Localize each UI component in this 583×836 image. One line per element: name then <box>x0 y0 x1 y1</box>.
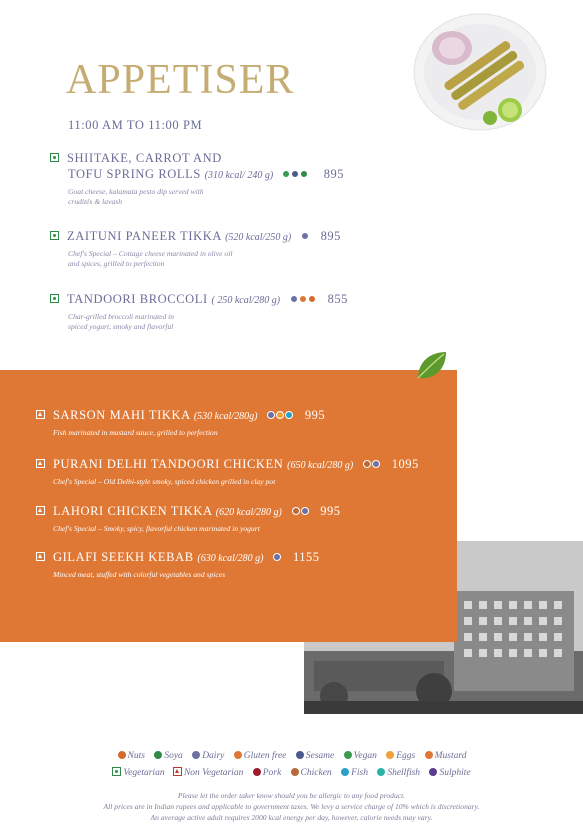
menu-item-sarson-mahi-tikka <box>36 407 456 438</box>
legend-dairy: Dairy <box>191 751 224 761</box>
item-description: Chef's Special – Old Delhi-style smoky, spiced chicken grilled in clay pot <box>53 477 276 486</box>
item-calories: (310 kcal/ 240 g) <box>204 170 274 181</box>
fish-icon <box>285 411 293 419</box>
item-name: ZAITUNI PANEER TIKKA <box>67 229 222 243</box>
legend-non-vegetarian: Non Vegetarian <box>173 768 243 778</box>
item-calories: (620 kcal/280 g) <box>215 507 282 518</box>
vegetarian-icon <box>50 294 59 303</box>
item-calories: (520 kcal/250 g) <box>225 232 292 243</box>
chicken-icon <box>292 507 300 515</box>
leaf-garnish-icon <box>414 348 450 384</box>
sesame-icon <box>291 170 299 178</box>
item-name: SHIITAKE, CARROT AND <box>67 151 222 165</box>
non-vegetarian-icon <box>36 459 45 468</box>
item-name: GILAFI SEEKH KEBAB <box>53 550 194 564</box>
menu-item-lahori-chicken-tikka <box>36 503 456 534</box>
menu-item-shiitake-spring-rolls <box>50 150 410 207</box>
shellfish-icon <box>377 768 385 776</box>
gluten-free-icon <box>234 751 242 759</box>
vegan-icon <box>344 751 352 759</box>
item-price: 1155 <box>292 550 320 564</box>
dish-photo <box>410 10 548 134</box>
menu-item-tandoori-broccoli <box>50 291 410 332</box>
calorie-note: An average active adult requires 2000 kcal energy per day, however, calorie needs may vary. <box>150 813 433 822</box>
non-vegetarian-icon <box>36 506 45 515</box>
item-price: 895 <box>323 167 344 181</box>
item-name: TANDOORI BROCCOLI <box>67 292 208 306</box>
item-price: 895 <box>320 229 341 243</box>
vegetarian-icon <box>50 153 59 162</box>
eggs-icon <box>386 751 394 759</box>
legend-fish: Fish <box>340 768 368 778</box>
non-vegetarian-icon <box>36 410 45 419</box>
legend-vegetarian: Vegetarian <box>112 768 164 778</box>
item-price: 995 <box>304 408 326 422</box>
dairy-icon <box>267 411 275 419</box>
item-description: Chef's Special – Cottage cheese marinated in olive oil <box>68 249 233 258</box>
section-title: APPETISER <box>66 57 295 103</box>
dairy-icon <box>372 460 380 468</box>
legend-nuts: Nuts <box>117 751 145 761</box>
allergy-note: Please let the order taker know should you be allergic to any food product. <box>177 791 406 800</box>
service-hours: 11:00 AM TO 11:00 PM <box>68 118 203 132</box>
item-description: Fish marinated in mustard sauce, grilled to perfection <box>53 428 218 437</box>
item-price: 855 <box>327 292 348 306</box>
legend-mustard: Mustard <box>424 751 467 761</box>
fish-icon <box>341 768 349 776</box>
mustard-icon <box>425 751 433 759</box>
dairy-icon <box>273 553 281 561</box>
non-vegetarian-icon <box>173 767 182 776</box>
vegetarian-icon <box>112 767 121 776</box>
dairy-icon <box>290 295 298 303</box>
chicken-icon <box>363 460 371 468</box>
non-vegetarian-icon <box>36 552 45 561</box>
legend-vegan: Vegan <box>343 751 377 761</box>
item-price: 995 <box>320 504 341 518</box>
vegan-icon <box>282 170 290 178</box>
dairy-icon <box>192 751 200 759</box>
legend-shellfish: Shellfish <box>376 768 420 778</box>
mustard-icon <box>299 295 307 303</box>
legend-soya: Soya <box>153 751 182 761</box>
item-description: spiced yogurt, smoky and flavorful <box>68 322 174 331</box>
item-price: 1095 <box>391 457 419 471</box>
item-description: Char-grilled broccoli marinated in <box>68 312 175 321</box>
item-description: and spices, grilled to perfection <box>68 259 165 268</box>
legend-sesame: Sesame <box>295 751 335 761</box>
legend-sulphite: Sulphite <box>428 768 470 778</box>
legend-pork: Pork <box>252 768 281 778</box>
item-calories: (650 kcal/280 g) <box>287 460 354 471</box>
item-description: Minced meat, stuffed with colorful vegetables and spices <box>53 570 226 579</box>
sulphite-icon <box>429 768 437 776</box>
menu-item-zaituni-paneer-tikka <box>50 228 410 269</box>
legend-eggs: Eggs <box>385 751 415 761</box>
soya-icon <box>300 170 308 178</box>
item-name: SARSON MAHI TIKKA <box>53 408 191 422</box>
item-description: Chef's Special – Smoky, spicy, flavorful chicken marinated in yogurt <box>53 524 260 533</box>
menu-item-gilafi-seekh-kebab <box>36 549 456 580</box>
pricing-note: All prices are in Indian rupees and applicable to government taxes. We levy a service charge of 10% which is discretionary. <box>103 802 480 811</box>
legend-chicken: Chicken <box>290 768 332 778</box>
pork-icon <box>253 768 261 776</box>
mustard-icon <box>276 411 284 419</box>
vegetarian-icon <box>50 231 59 240</box>
item-description: crudités & lavash <box>68 197 122 206</box>
allergen-legend-row-2 <box>0 767 583 778</box>
allergen-legend-row-1 <box>0 751 583 761</box>
soya-icon <box>154 751 162 759</box>
item-calories: (530 kcal/280g) <box>193 411 258 422</box>
dairy-icon <box>301 232 309 240</box>
chicken-icon <box>291 768 299 776</box>
menu-item-purani-delhi-tandoori-chicken <box>36 456 456 487</box>
item-name: TOFU SPRING ROLLS <box>68 167 201 181</box>
item-calories: (630 kcal/280 g) <box>197 553 264 564</box>
nuts-icon <box>308 295 316 303</box>
legend-gluten-free: Gluten free <box>233 751 287 761</box>
footer-notes <box>0 790 583 823</box>
item-description: Goat cheese, kalamata pesto dip served with <box>68 187 204 196</box>
sesame-icon <box>296 751 304 759</box>
item-calories: ( 250 kcal/280 g) <box>211 295 281 306</box>
nuts-icon <box>118 751 126 759</box>
dairy-icon <box>301 507 309 515</box>
item-name: LAHORI CHICKEN TIKKA <box>53 504 212 518</box>
item-name: PURANI DELHI TANDOORI CHICKEN <box>53 457 284 471</box>
